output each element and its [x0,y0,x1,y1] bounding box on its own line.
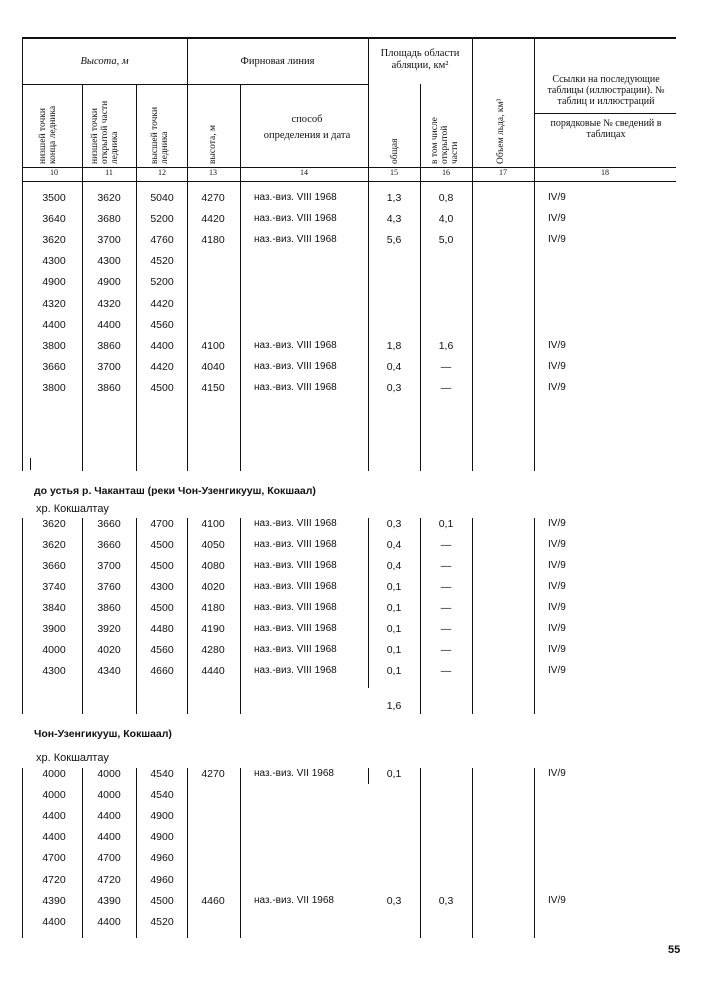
col15-header: общая [390,138,400,164]
table-cell-c15: 5,6 [386,234,402,247]
page-number: 55 [668,944,681,956]
table-cell-ref: IV/9 [548,894,566,906]
break-tick [30,458,31,470]
table-cell-c15: 0,4 [386,360,402,373]
table-cell-c13: 4280 [201,644,225,656]
column-number: 12 [158,168,166,177]
table-cell-c10: 4000 [42,768,66,780]
table-cell-c10: 4720 [42,873,66,886]
table-cell-method: наз.-виз. VIII 1968 [254,192,337,203]
table-cell-c10: 4400 [42,318,66,331]
firn-group-header: Фирновая линия [240,56,315,67]
table-cell-c16: 5,0 [438,234,454,247]
table-cell-ref: IV/9 [548,518,566,529]
table-cell-c12: 4960 [150,873,174,886]
table-cell-c10: 4000 [42,789,66,802]
table-cell-ref: IV/9 [548,360,566,372]
table-cell-c13: 4440 [201,665,225,677]
body-vline [82,768,83,938]
table-cell-c11: 4340 [97,665,121,677]
break-tick [136,458,137,470]
table-cell-method: наз.-виз. VIII 1968 [254,339,337,351]
table-cell-c10: 3660 [42,360,66,373]
table-cell-c15: 0,1 [386,602,402,614]
table-cell-c15: 0,4 [386,560,402,572]
table-cell-c10: 4390 [42,894,66,907]
table-cell-ref: IV/9 [548,602,566,613]
table-cell-c11: 3700 [97,360,121,373]
header-vline [240,84,241,181]
table-cell-c13: 4180 [201,602,225,614]
table-cell-c13: 4180 [201,234,225,247]
table-cell-method: наз.-виз. VIII 1968 [254,518,337,529]
table-cell-c16: — [440,560,452,572]
table-cell-c11: 3660 [97,518,121,530]
column-number: 10 [50,168,58,177]
table-cell-c10: 3740 [42,581,66,593]
table-cell-c15: 0,1 [386,644,402,656]
table-cell-c16: 4,0 [438,213,454,226]
body-vline [82,181,83,471]
break-tick [472,458,473,470]
table-cell-c13: 4100 [201,518,225,530]
body-vline [472,181,473,471]
col11-header: низшей точки открытой части ледника [90,100,120,164]
table-cell-c11: 4300 [97,255,121,268]
table-cell-c10: 4700 [42,852,66,865]
col16-header: в том числе открытой части [430,117,460,164]
table-cell-c11: 4720 [97,873,121,886]
table-cell-c16: — [440,539,452,551]
table-cell-c12: 4660 [150,665,174,677]
column-number-rule [22,181,676,182]
table-cell-c10: 3620 [42,539,66,551]
table-cell-c16: 1,6 [438,339,454,352]
table-cell-method: наз.-виз. VIII 1968 [254,360,337,372]
table-cell-c10: 3500 [42,192,66,204]
table-cell-c11: 4000 [97,789,121,802]
table-cell-c11: 4400 [97,831,121,844]
body-vline [187,518,188,714]
header-bottom-rule [22,167,676,168]
table-cell-c10: 3840 [42,602,66,614]
area-group-header: Площадь области абляции, км² [380,48,460,71]
table-cell-c10: 4400 [42,810,66,823]
break-tick [240,458,241,470]
table-cell-ref: IV/9 [548,560,566,571]
table-cell-c16: — [440,644,452,656]
table-cell-method: наз.-виз. VIII 1968 [254,539,337,550]
body-vline [82,518,83,714]
table-cell-c12: 4420 [150,360,174,373]
body-vline [187,768,188,938]
table-cell-c15: 0,3 [386,381,402,394]
table-cell-c11: 4400 [97,915,121,928]
table-cell-c11: 3680 [97,213,121,226]
table-cell-c12: 5200 [150,276,174,289]
column-number: 17 [499,168,507,177]
body-vline [472,518,473,714]
body-vline [420,518,421,714]
table-cell-c12: 4900 [150,831,174,844]
body-vline [368,768,369,784]
table-cell-c10: 3620 [42,518,66,530]
table-cell-c11: 3660 [97,539,121,551]
table-cell-method: наз.-виз. VII 1968 [254,894,334,906]
table-cell-method: наз.-виз. VIII 1968 [254,623,337,634]
break-tick [534,458,535,470]
table-cell-c11: 4000 [97,768,121,780]
table-cell-c11: 3620 [97,192,121,204]
table-cell-c10: 3640 [42,213,66,226]
table-cell-c16: 0,8 [438,192,454,204]
table-cell-ref: IV/9 [548,539,566,550]
table-cell-c12: 4500 [150,539,174,551]
table-cell-c12: 4500 [150,560,174,572]
body-vline [240,181,241,471]
table-cell-c15: 1,3 [386,192,402,204]
table-cell-c12: 4480 [150,623,174,635]
table-cell-c15: 0,1 [386,623,402,635]
table-cell-c11: 3860 [97,339,121,352]
body-vline [420,768,421,938]
column-number: 14 [300,168,308,177]
table-cell-method: наз.-виз. VIII 1968 [254,581,337,592]
table-cell-c10: 4900 [42,276,66,289]
table-top-rule [22,37,676,39]
refs-divider [534,113,676,114]
table-cell-ref: IV/9 [548,623,566,634]
table-cell-c10: 3800 [42,339,66,352]
table-cell-c11: 4320 [97,297,121,310]
table-cell-ref: IV/9 [548,381,566,393]
table-cell-ref: IV/9 [548,768,566,779]
body-vline [187,181,188,471]
table-cell-c12: 4400 [150,339,174,352]
table-cell-c13: 4270 [201,768,225,780]
break-tick [82,458,83,470]
col14-header: способ определения и дата [263,114,351,141]
table-cell-ref: IV/9 [548,234,566,246]
ice-volume-header: Объем льда, км³ [496,98,506,164]
table-cell-c10: 3900 [42,623,66,635]
body-vline [534,768,535,938]
col12-header: высшей точки ледника [150,106,170,164]
body-vline [136,518,137,714]
header-vline [136,84,137,181]
table-cell-ref: IV/9 [548,339,566,351]
header-vline [420,84,421,181]
table-cell-method: наз.-виз. VIII 1968 [254,602,337,613]
table-cell-c15: 0,4 [386,539,402,551]
column-number: 15 [390,168,398,177]
body-vline [22,768,23,938]
table-cell-c11: 4400 [97,318,121,331]
table-cell-c12: 4560 [150,318,174,331]
table-cell-c11: 4700 [97,852,121,865]
header-vline [82,84,83,181]
table-cell-c12: 4300 [150,581,174,593]
ridge-label: хр. Кокшалтау [36,752,109,764]
column-number: 16 [442,168,450,177]
body-vline [534,181,535,471]
table-cell-c10: 4000 [42,644,66,656]
table-cell-ref: IV/9 [548,665,566,676]
table-cell-c15: 0,3 [386,894,402,907]
table-cell-method: наз.-виз. VII 1968 [254,768,334,779]
table-cell-c16: — [440,381,452,394]
table-cell-c10: 4300 [42,255,66,268]
body-vline [136,181,137,471]
table-cell-ref: IV/9 [548,581,566,592]
table-cell-c12: 4700 [150,518,174,530]
col13-header: высота, м [208,125,218,164]
table-cell-c10: 3800 [42,381,66,394]
table-cell-c12: 4900 [150,810,174,823]
table-cell-c11: 3860 [97,381,121,394]
table-cell-method: наз.-виз. VIII 1968 [254,213,337,225]
body-vline [136,768,137,938]
table-cell-c12: 4420 [150,297,174,310]
table-cell-c12: 4500 [150,602,174,614]
table-cell-c10: 4400 [42,915,66,928]
ridge-label: хр. Кокшалтау [36,503,109,515]
table-cell-c13: 4100 [201,339,225,352]
table-cell-c15: 1,8 [386,339,402,352]
table-cell-method: наз.-виз. VIII 1968 [254,665,337,676]
table-cell-c13: 4460 [201,894,225,907]
body-vline [240,518,241,714]
body-vline [420,181,421,471]
table-cell-ref: IV/9 [548,644,566,655]
refs-header: Ссылки на последующие таблицы (иллюстрации). № таблиц и иллюстраций [547,74,665,107]
table-cell-c16: — [440,581,452,593]
body-vline [22,518,23,714]
table-cell-c12: 4500 [150,894,174,907]
table-cell-c12: 4500 [150,381,174,394]
column-number: 18 [601,168,609,177]
table-cell-method: наз.-виз. VIII 1968 [254,560,337,571]
table-cell-c12: 4760 [150,234,174,247]
body-vline [472,768,473,938]
body-vline [22,181,23,471]
table-cell-c13: 4080 [201,560,225,572]
table-cell-c12: 5040 [150,192,174,204]
table-cell-c11: 3920 [97,623,121,635]
table-cell-c16: — [440,623,452,635]
body-vline [368,181,369,471]
table-cell-c16: 0,3 [438,894,454,907]
body-vline [368,518,369,688]
table-cell-ref: IV/9 [548,213,566,225]
column-number: 13 [209,168,217,177]
section-title: до устья р. Чаканташ (реки Чон-Узенгикууш, Кокшаал) [34,485,316,497]
table-cell-c13: 4420 [201,213,225,226]
table-cell-c13: 4150 [201,381,225,394]
table-cell-c16: — [440,602,452,614]
table-cell-c15: 0,1 [386,665,402,677]
table-cell-c12: 4560 [150,644,174,656]
table-cell-c11: 3760 [97,581,121,593]
table-cell-c12: 4540 [150,789,174,802]
table-cell-method: наз.-виз. VIII 1968 [254,234,337,246]
table-cell-c16: — [440,360,452,373]
body-vline [240,768,241,938]
table-cell-c12: 4520 [150,915,174,928]
table-cell-c10: 4400 [42,831,66,844]
table-cell-method: наз.-виз. VIII 1968 [254,381,337,393]
break-tick [420,458,421,470]
table-cell-c13: 4020 [201,581,225,593]
table-cell-c16: 0,1 [438,518,454,530]
table-cell-c11: 3700 [97,234,121,247]
table-cell-c13: 4270 [201,192,225,204]
table-cell-c12: 4960 [150,852,174,865]
table-cell-c11: 4020 [97,644,121,656]
table-cell-ref: IV/9 [548,192,566,203]
table-cell-c11: 3700 [97,560,121,572]
table-cell-c11: 4400 [97,810,121,823]
table-cell-c15: 0,3 [386,518,402,530]
table-cell-c11: 4390 [97,894,121,907]
table-cell-c10: 4320 [42,297,66,310]
table-cell-c16: — [440,665,452,677]
refs-subheader: порядковые № сведений в таблицах [550,118,662,140]
table-cell-c12: 4520 [150,255,174,268]
table-cell-c10: 3660 [42,560,66,572]
table-cell-c15: 0,1 [386,581,402,593]
table-cell-c12: 5200 [150,213,174,226]
body-vline [534,518,535,714]
block2-total: 1,6 [386,700,402,712]
header-vline [472,37,473,181]
table-cell-c13: 4050 [201,539,225,551]
table-cell-c10: 3620 [42,234,66,247]
header-group-rule [22,84,368,85]
table-cell-c11: 4900 [97,276,121,289]
header-vline [534,37,535,181]
break-tick [187,458,188,470]
height-group-header: Высота, м [80,56,129,67]
table-cell-c15: 0,1 [386,768,402,780]
break-tick [368,458,369,470]
table-cell-c15: 4,3 [386,213,402,226]
section-title: Чон-Узенгикууш, Кокшаал) [34,728,172,740]
table-cell-c13: 4040 [201,360,225,373]
table-cell-c10: 4300 [42,665,66,677]
col10-header: низшей точки конца ледника [38,105,58,164]
table-cell-c12: 4540 [150,768,174,780]
table-cell-c13: 4190 [201,623,225,635]
column-number: 11 [105,168,113,177]
table-cell-method: наз.-виз. VIII 1968 [254,644,337,655]
table-cell-c11: 3860 [97,602,121,614]
